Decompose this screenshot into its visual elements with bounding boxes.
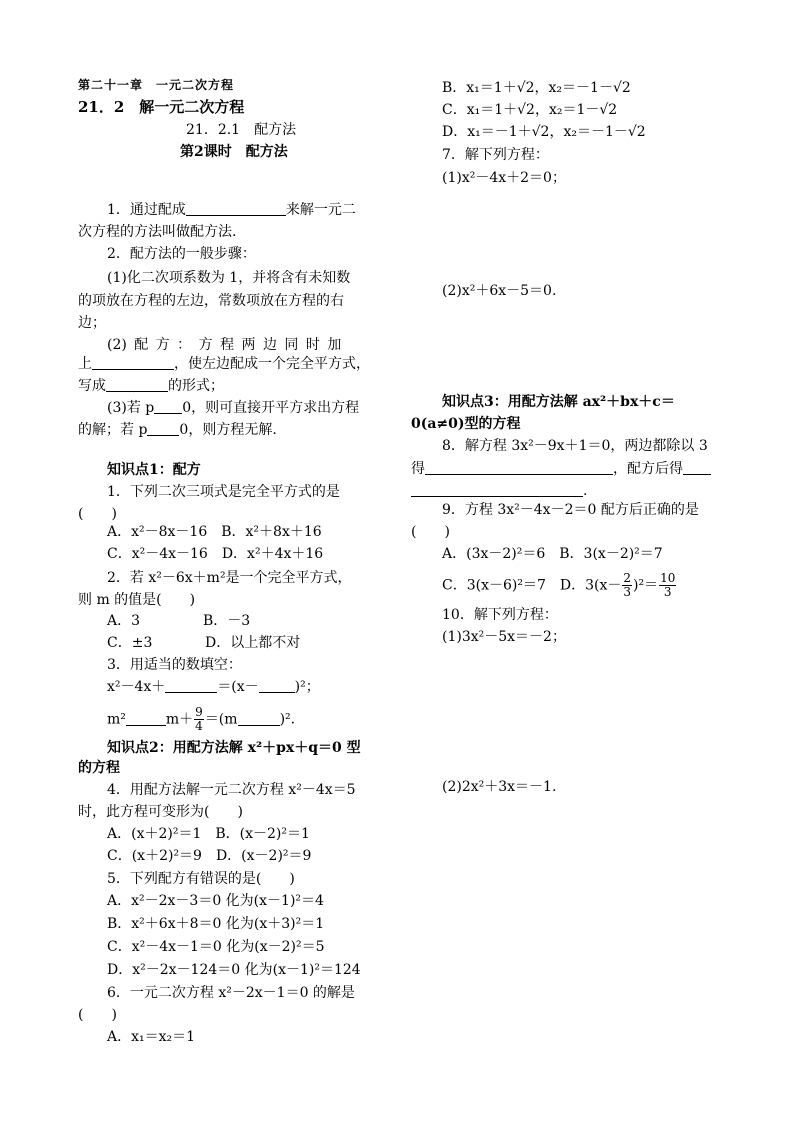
q6-option-d: D．x₁＝－1＋√2，x₂＝－1－√2 <box>442 124 646 140</box>
answer-blank[interactable] <box>259 678 295 693</box>
q8-line1: 8．解方程 3x²－9x＋1＝0，两边都除以 3 <box>442 438 708 454</box>
k1-q2-option-a: A．3 <box>107 613 141 629</box>
step3-line1: (3)若 p 0，则可直接开平方求出方程 <box>107 400 360 416</box>
step1-line3: 边； <box>78 315 106 331</box>
answer-blank[interactable] <box>92 355 174 370</box>
lesson-heading: 第2课时 配方法 <box>180 144 288 160</box>
answer-blank[interactable] <box>238 711 280 726</box>
k2-q4-option-cd: C．(x＋2)²＝9 D．(x－2)²＝9 <box>107 848 312 864</box>
q7: 7．解下列方程： <box>442 147 549 163</box>
intro-q2: 2．配方法的一般步骤： <box>107 246 256 262</box>
step2-line3: 写成 的形式； <box>78 378 224 394</box>
k2-q5-option-c: C．x²－4x－1＝0 化为(x－2)²＝5 <box>107 939 325 955</box>
q9-option-cd: C．3(x－6)²＝7 D．3(x－ $\frac{2}{3}$ )²＝ $\frac{10}{3}$ <box>442 571 676 599</box>
q10-part2: (2)2x²＋3x＝－1. <box>442 779 557 795</box>
step1-line2: 的项放在方程的左边，常数项放在方程的右 <box>78 293 344 309</box>
k1-q3: 3．用适当的数填空： <box>107 657 242 673</box>
answer-blank[interactable] <box>186 201 286 216</box>
knowledge-point-2-title: 知识点2：用配方法解 x²＋px＋q＝0 型 <box>107 740 361 756</box>
q10: 10．解下列方程： <box>442 607 558 623</box>
subsection-heading: 21．2.1 配方法 <box>186 122 297 138</box>
knowledge-point-1-title: 知识点1：配方 <box>107 462 201 478</box>
k1-q1-option-ab: A．x²－8x－16 B．x²＋8x＋16 <box>107 524 322 540</box>
q9-line1: 9．方程 3x²－4x－2＝0 配方后正确的是 <box>442 502 699 518</box>
q6-option-c: C．x₁＝1＋√2，x₂＝1－√2 <box>442 102 618 118</box>
k1-q1: 1．下列二次三项式是完全平方式的是 <box>107 484 340 500</box>
knowledge-point-2-title-cont: 的方程 <box>78 760 120 776</box>
q7-part2: (2)x²＋6x－5＝0. <box>442 283 557 299</box>
k1-q3-eq1: x²－4x＋ ＝(x－ )²； <box>107 679 320 695</box>
k2-q6-line2: ( ) <box>78 1007 117 1023</box>
q7-part1: (1)x²－4x＋2＝0； <box>442 170 566 186</box>
q6-option-b: B．x₁＝1＋√2，x₂＝－1－√2 <box>442 80 631 96</box>
fraction: $\frac{2}{3}$ <box>623 571 631 599</box>
k2-q5-option-a: A．x²－2x－3＝0 化为(x－1)²＝4 <box>107 893 324 909</box>
k2-q5: 5．下列配方有错误的是( ) <box>107 871 295 887</box>
fraction: $\frac{9}{4}$ <box>195 705 203 733</box>
k1-q2-option-b: B．－3 <box>203 613 251 629</box>
step3-line2: 的解；若 p 0，则方程无解. <box>78 422 277 438</box>
answer-blank[interactable] <box>147 421 179 436</box>
k1-q1-option-cd: C．x²－4x－16 D．x²＋4x＋16 <box>107 546 324 562</box>
k2-q6-line1: 6．一元二次方程 x²－2x－1＝0 的解是 <box>107 985 355 1001</box>
k2-q5-option-b: B．x²＋6x＋8＝0 化为(x＋3)²＝1 <box>107 916 325 932</box>
q8-line3: . <box>411 481 587 501</box>
knowledge-point-3-title: 知识点3：用配方法解 ax²＋bx＋c＝ <box>442 394 675 410</box>
k1-q3-eq2: m² m＋ $\frac{9}{4}$ ＝(m )². <box>107 705 296 733</box>
k1-q2-option-d: D．以上都不对 <box>205 635 301 651</box>
knowledge-point-3-title-cont: 0(a≠0)型的方程 <box>411 416 521 432</box>
answer-blank[interactable] <box>106 377 168 392</box>
k2-q5-option-d: D．x²－2x－124＝0 化为(x－1)²＝124 <box>107 962 361 978</box>
fraction: $\frac{10}{3}$ <box>660 571 676 599</box>
section-heading: 21．2 解一元二次方程 <box>78 98 245 116</box>
answer-blank[interactable] <box>154 399 182 414</box>
step1-line1: (1)化二次项系数为 1，并将含有未知数 <box>107 270 351 286</box>
answer-blank[interactable] <box>165 678 217 693</box>
answer-blank[interactable] <box>411 482 583 497</box>
q9-line2: ( ) <box>411 524 450 540</box>
k1-q2-line1: 2．若 x²－6x＋m²是一个完全平方式， <box>107 570 352 586</box>
k1-q2-line2: 则 m 的值是( ) <box>78 592 196 608</box>
step2-line1: (2) 配 方 ： 方 程 两 边 同 时 加 <box>107 337 342 353</box>
answer-blank[interactable] <box>425 460 613 475</box>
k1-q2-option-c: C．±3 <box>107 635 153 651</box>
k2-q6-option-a: A．x₁＝x₂＝1 <box>107 1029 196 1045</box>
q10-part1: (1)3x²－5x＝－2； <box>442 629 566 645</box>
q9-option-ab: A．(3x－2)²＝6 B．3(x－2)²＝7 <box>442 546 663 562</box>
step2-line2: 上 ，使左边配成一个完全平方式， <box>78 356 370 372</box>
q8-line2: 得 ，配方后得 <box>411 459 711 479</box>
k2-q4-line1: 4．用配方法解一元二次方程 x²－4x＝5 <box>107 782 356 798</box>
intro-q1-line1: 1．通过配成 来解一元二 <box>107 202 356 218</box>
k1-q1-paren: ( ) <box>78 506 117 522</box>
k2-q4-option-ab: A．(x＋2)²＝1 B．(x－2)²＝1 <box>107 826 310 842</box>
chapter-heading: 第二十一章 一元二次方程 <box>78 78 235 92</box>
answer-blank[interactable] <box>126 711 166 726</box>
answer-blank[interactable] <box>683 460 711 475</box>
k2-q4-line2: 时，此方程可变形为( ) <box>78 804 243 820</box>
intro-q1-line2: 次方程的方法叫做配方法. <box>78 224 237 240</box>
